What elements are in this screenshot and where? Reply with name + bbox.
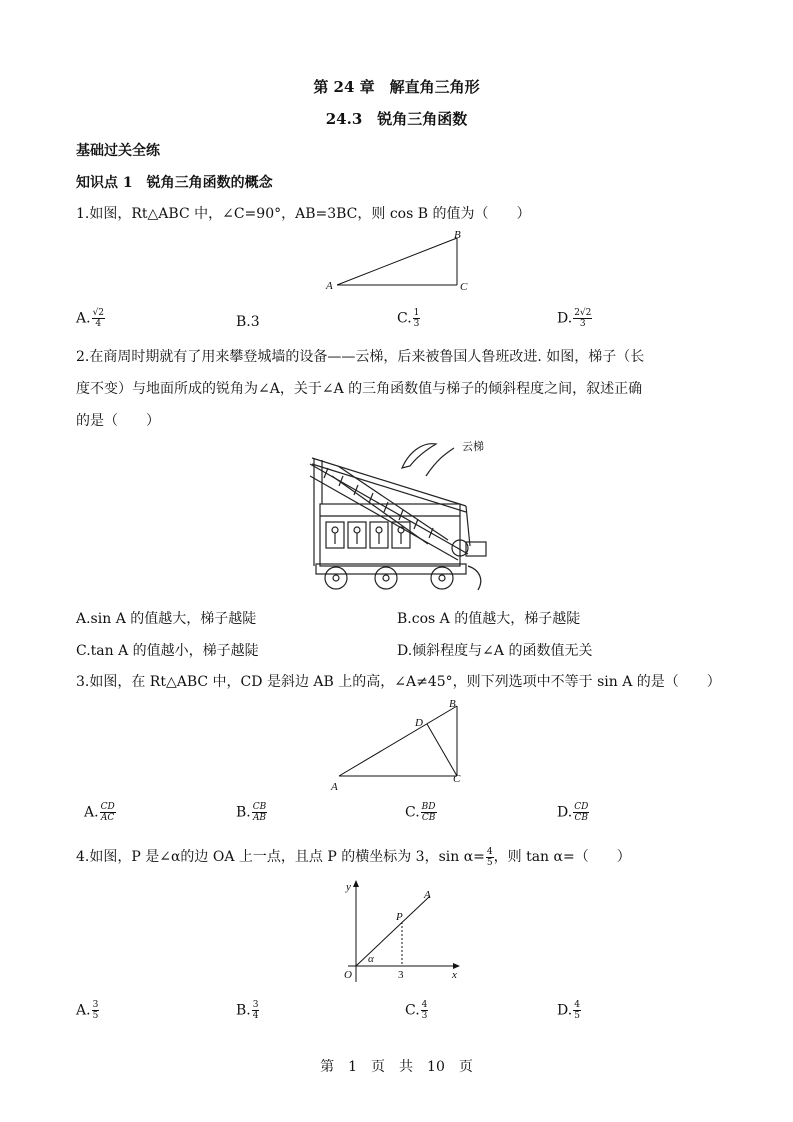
cloud-ladder-illustration [298,436,498,598]
q3-label-b: B [449,698,456,710]
q1-option-b[interactable]: B.3 [236,314,260,330]
q1-option-a[interactable]: A. $\frac{√2}{4}$ [76,308,105,329]
q4-label-p: P [396,911,403,923]
q2-option-c[interactable]: C.tan A 的值越小，梯子越陡 [76,643,259,659]
q4-option-b[interactable]: B. $\frac{3}{4}$ [236,1000,259,1021]
q3-option-c[interactable]: C. $\frac{BD}{CB}$ [405,802,436,823]
page-footer: 第 1 页 共 10 页 [320,1059,473,1075]
section-title: 24.3 锐角三角函数 [325,110,468,128]
part-title: 基础过关全练 [76,143,160,159]
q4-label-a: A [424,889,431,901]
q1-label-b: B [454,229,461,241]
q3-triangle-figure [325,696,475,796]
q2-stem-line-2: 度不变）与地面所成的锐角为∠A，关于∠A 的三角函数值与梯子的倾斜程度之间，叙述正确 [76,381,643,397]
q1-stem: 1.如图，Rt△ABC 中，∠C=90°，AB=3BC，则 cos B 的值为（ ） [76,206,531,222]
q2-option-a[interactable]: A.sin A 的值越大，梯子越陡 [76,611,257,627]
q2-stem-line-3: 的是（ ） [76,413,160,429]
q3-label-d: D [415,717,423,729]
q4-option-c[interactable]: C. $\frac{4}{3}$ [405,1000,428,1021]
q3-label-c: C [453,773,461,785]
q4-stem: 4.如图，P 是∠α的边 OA 上一点，且点 P 的横坐标为 3，sin α= $\frac{4}{5}$ ，则 tan α=（ ） [76,846,631,868]
chapter-title: 第 24 章 解直角三角形 [313,78,480,96]
q4-coordinate-figure [334,878,464,990]
q1-label-a: A [326,280,333,292]
q1-label-c: C [460,281,468,293]
q2-stem-line-1: 2.在商周时期就有了用来攀登城墙的设备——云梯，后来被鲁国人鲁班改进. 如图，梯子（长 [76,349,645,365]
q4-label-three: 3 [398,969,404,981]
q4-option-a[interactable]: A. $\frac{3}{5}$ [76,1000,99,1021]
cloud-ladder-caption: 云梯 [462,441,484,453]
q4-label-o: O [344,969,352,981]
q1-triangle-figure [320,228,480,294]
knowledge-point-title: 知识点 1 锐角三角函数的概念 [76,175,273,191]
q4-label-y: y [346,881,351,893]
q2-option-d[interactable]: D.倾斜程度与∠A 的函数值无关 [397,643,593,659]
q2-option-b[interactable]: B.cos A 的值越大，梯子越陡 [397,611,581,627]
q1-option-d[interactable]: D. $\frac{2√2}{3}$ [557,308,592,329]
q4-option-d[interactable]: D. $\frac{4}{5}$ [557,1000,580,1021]
q3-option-a[interactable]: A. $\frac{CD}{AC}$ [84,802,115,823]
q4-label-x: x [452,969,457,981]
q3-option-d[interactable]: D. $\frac{CD}{CB}$ [557,802,589,823]
q3-label-a: A [331,781,338,793]
q3-option-b[interactable]: B. $\frac{CB}{AB}$ [236,802,267,823]
q4-label-alpha: α [368,953,374,965]
q3-stem: 3.如图，在 Rt△ABC 中，CD 是斜边 AB 上的高，∠A≠45°，则下列选项中不等于 sin A 的是（ ） [76,674,721,690]
q1-option-c[interactable]: C. $\frac{1}{3}$ [397,308,420,329]
